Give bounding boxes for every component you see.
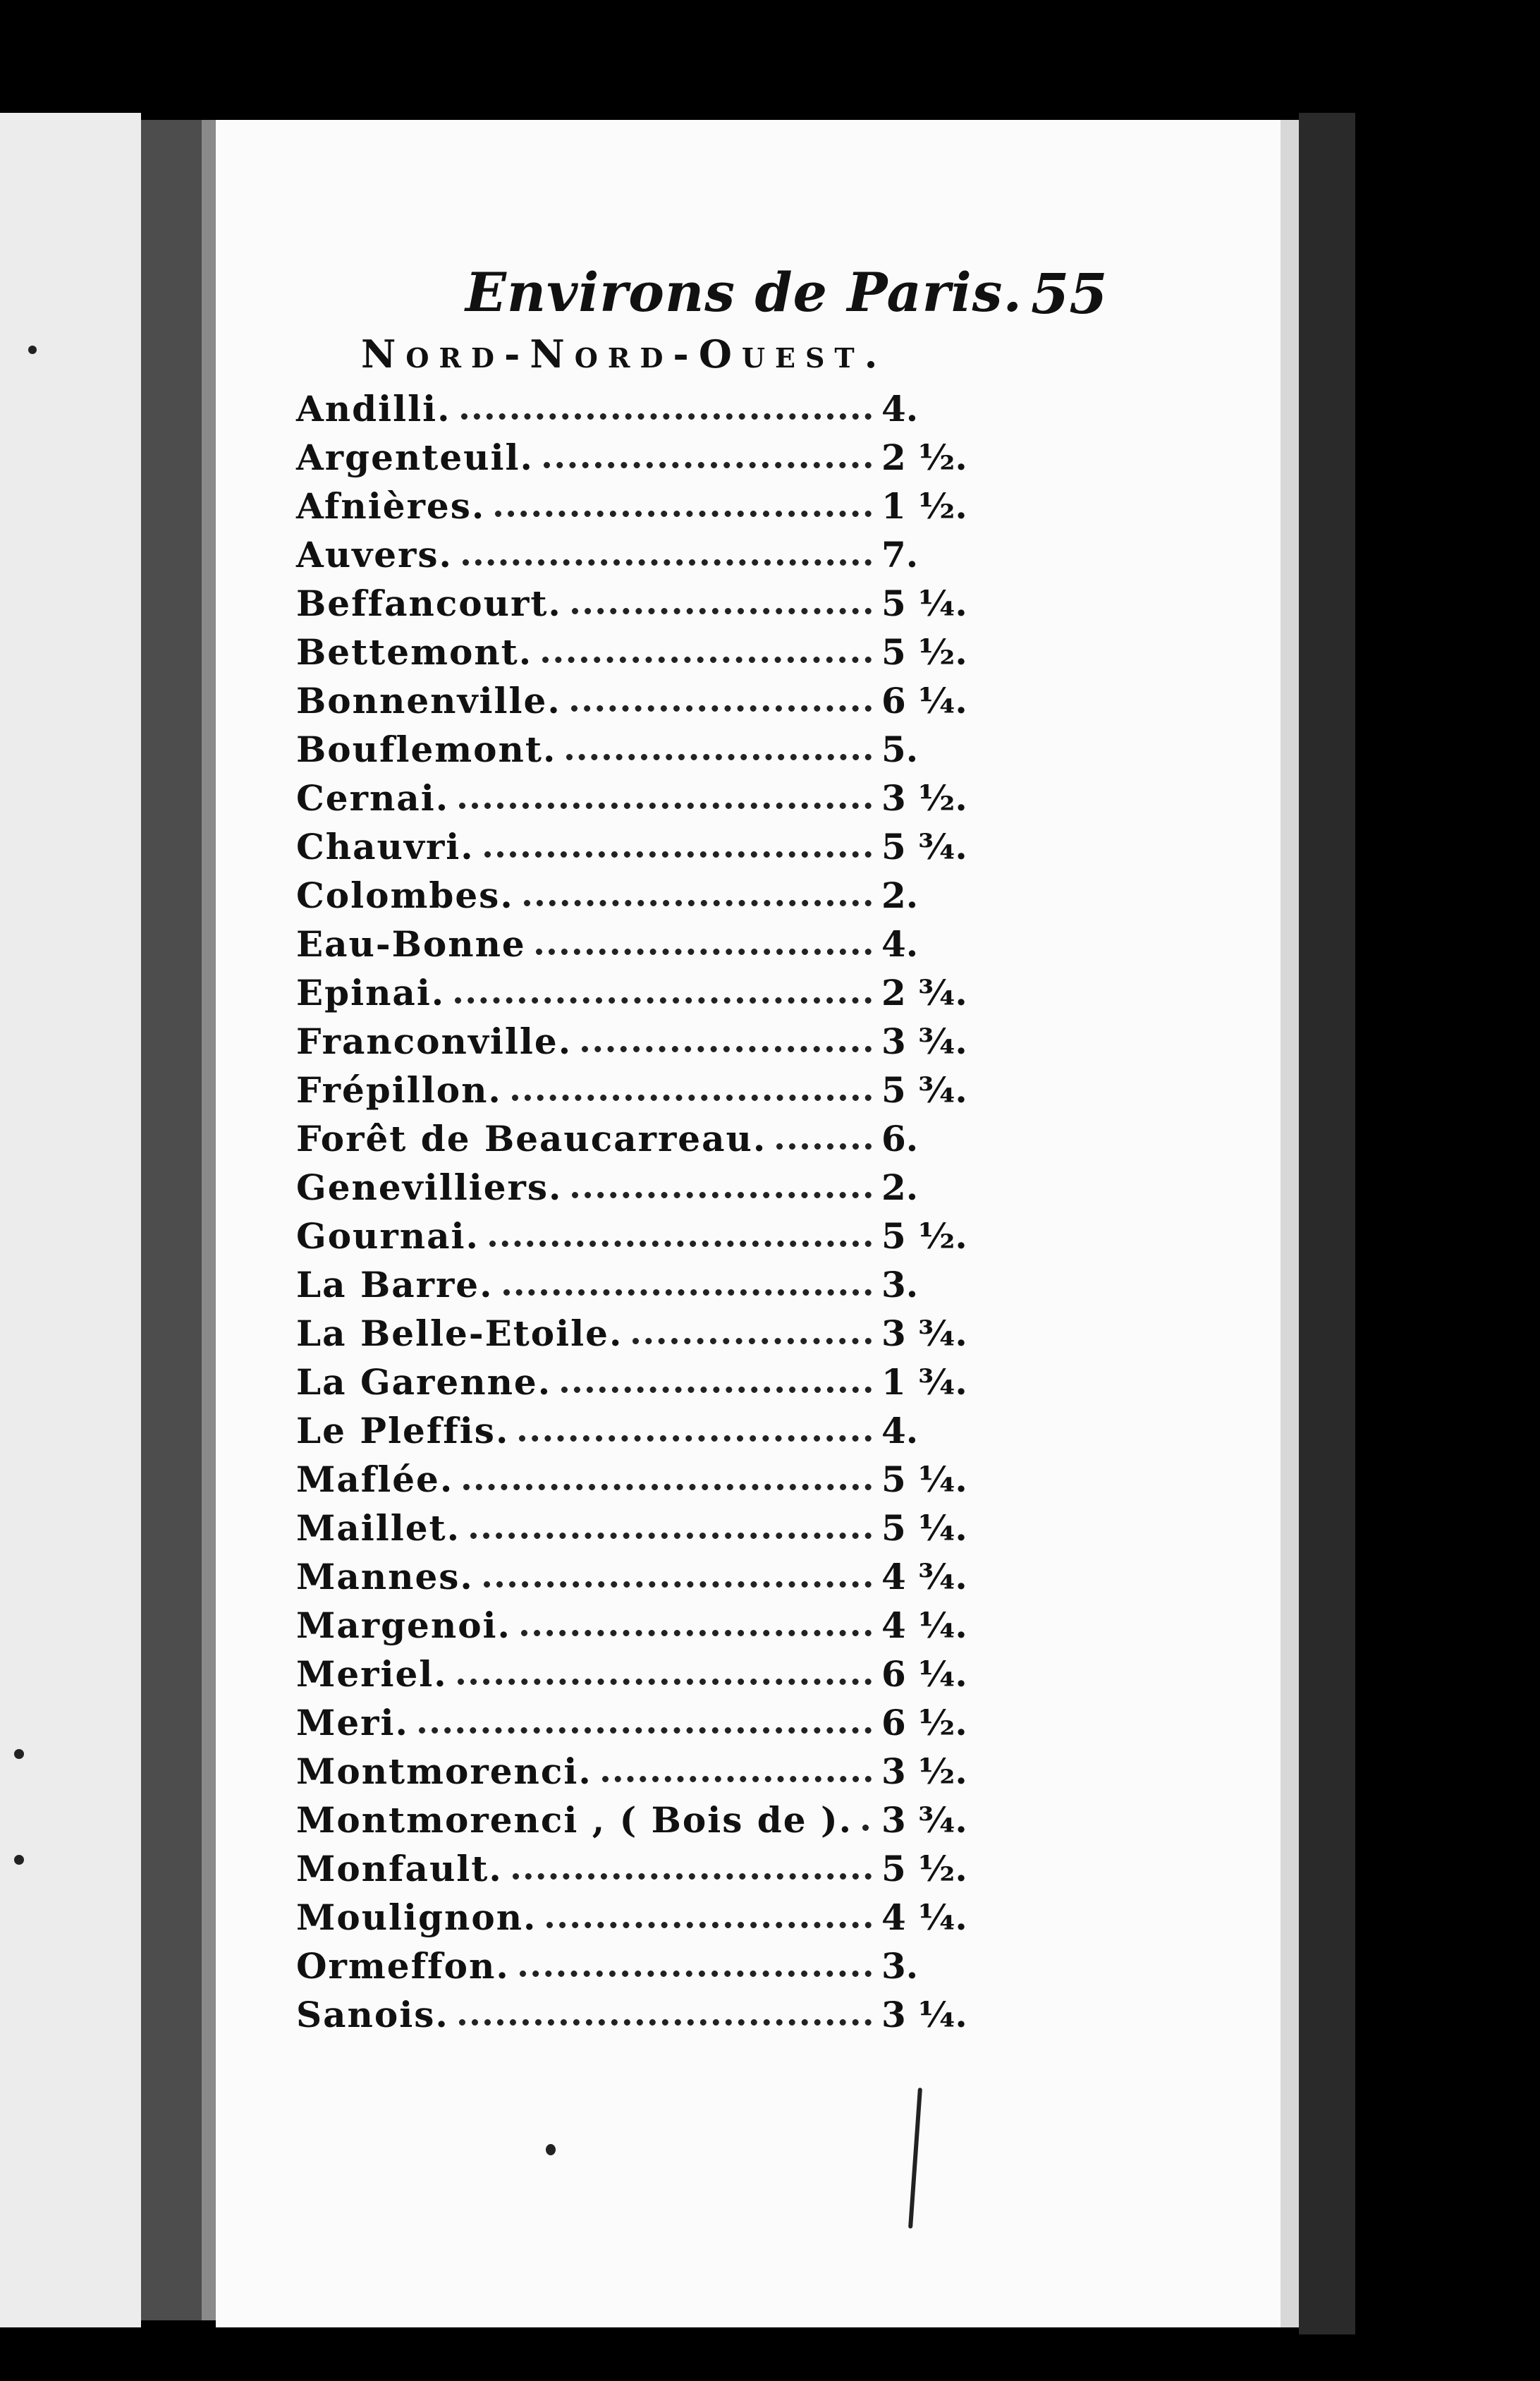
distance-value: 3 ¾.	[881, 1313, 967, 1354]
place-name: Meri.	[296, 1702, 409, 1743]
dot-leader	[463, 1484, 872, 1490]
place-name: Forêt de Beaucarreau.	[296, 1118, 767, 1159]
page-header	[0, 261, 1540, 339]
distance-value: 2 ½.	[881, 437, 967, 478]
dot-leader	[542, 657, 872, 663]
distance-value: 5 ¾.	[881, 1069, 967, 1111]
list-item	[296, 867, 973, 916]
list-item	[296, 673, 973, 721]
list-item	[296, 819, 973, 867]
list-item	[296, 1792, 973, 1841]
dot-leader	[484, 1581, 872, 1588]
distance-value: 2 ¾.	[881, 972, 967, 1013]
distance-value: 3 ½.	[881, 777, 967, 819]
distance-value: 5 ½.	[881, 631, 967, 673]
distance-value: 2.	[881, 1167, 919, 1208]
distance-value: 6 ¼.	[881, 680, 967, 721]
list-item	[296, 965, 973, 1013]
distance-value: 5 ¾.	[881, 826, 967, 867]
dot-leader	[571, 705, 872, 712]
dot-leader	[544, 462, 872, 468]
list-item	[296, 1159, 973, 1208]
place-name: Franconville.	[296, 1021, 573, 1062]
list-item	[296, 916, 973, 965]
dot-leader	[470, 1533, 872, 1539]
place-name: Beffancourt.	[296, 583, 562, 624]
list-item	[296, 1062, 973, 1111]
distance-value: 5 ½.	[881, 1848, 967, 1889]
distance-value: 4.	[881, 1410, 919, 1451]
dot-leader	[520, 1971, 872, 1977]
list-item	[296, 527, 973, 576]
place-name: Genevilliers.	[296, 1167, 563, 1208]
list-item	[296, 1841, 973, 1889]
distance-value: 4 ¼.	[881, 1896, 967, 1938]
list-item	[296, 430, 973, 478]
dot-leader	[776, 1143, 872, 1150]
distance-value: 5.	[881, 729, 919, 770]
place-name: Montmorenci , ( Bois de ).	[296, 1799, 853, 1841]
list-item	[296, 1305, 973, 1354]
running-title: Environs de Paris.	[465, 261, 1022, 324]
place-name: Eau-Bonne	[296, 923, 526, 965]
ink-speck	[28, 346, 37, 354]
place-name: Andilli.	[296, 388, 451, 430]
place-name: Le Pleffis.	[296, 1410, 510, 1451]
distance-value: 1 ½.	[881, 485, 967, 527]
place-name: Monfault.	[296, 1848, 503, 1889]
dot-leader	[519, 1435, 872, 1442]
dot-leader	[495, 511, 872, 517]
list-item	[296, 1597, 973, 1646]
distance-value: 1 ¾.	[881, 1361, 967, 1403]
list-item	[296, 1889, 973, 1938]
dot-leader	[458, 1679, 872, 1685]
list-item	[296, 1695, 973, 1743]
dot-leader	[503, 1289, 872, 1296]
dot-leader	[512, 1095, 872, 1101]
list-item	[296, 1208, 973, 1257]
dot-leader	[572, 608, 872, 614]
facing-page-edge	[0, 113, 141, 2327]
section-heading: Nord-Nord-Ouest.	[361, 331, 888, 377]
place-name: Meriel.	[296, 1653, 448, 1695]
page-edge	[1281, 120, 1299, 2327]
distance-value: 6.	[881, 1118, 919, 1159]
list-item	[296, 1403, 973, 1451]
place-name: Gournai.	[296, 1215, 479, 1257]
distance-list	[296, 381, 973, 2035]
dot-leader	[484, 851, 872, 858]
place-name: Epinai.	[296, 972, 446, 1013]
spine-gutter	[202, 120, 216, 2320]
distance-value: 3.	[881, 1264, 919, 1305]
dot-leader	[521, 1630, 872, 1636]
list-item	[296, 1257, 973, 1305]
list-item	[296, 770, 973, 819]
distance-value: 3.	[881, 1945, 919, 1987]
dot-leader	[513, 1873, 872, 1880]
dot-leader	[582, 1046, 872, 1052]
dot-leader	[524, 900, 872, 906]
ink-speck	[14, 1749, 24, 1759]
place-name: Afnières.	[296, 485, 486, 527]
dot-leader	[632, 1338, 872, 1344]
distance-value: 4 ¾.	[881, 1556, 967, 1597]
dot-leader	[489, 1241, 872, 1247]
place-name: Bouflemont.	[296, 729, 557, 770]
place-name: Ormeffon.	[296, 1945, 510, 1987]
book-spine	[141, 120, 202, 2320]
list-item	[296, 721, 973, 770]
list-item	[296, 1549, 973, 1597]
page-number: 55	[1031, 262, 1108, 327]
list-item	[296, 1938, 973, 1987]
list-item	[296, 478, 973, 527]
place-name: Colombes.	[296, 875, 514, 916]
place-name: Sanois.	[296, 1994, 449, 2035]
list-item	[296, 1451, 973, 1500]
distance-value: 4.	[881, 388, 919, 430]
place-name: Montmorenci.	[296, 1750, 592, 1792]
dot-leader	[566, 754, 872, 760]
list-item	[296, 1354, 973, 1403]
dot-leader	[561, 1387, 872, 1393]
distance-value: 5 ¼.	[881, 1459, 967, 1500]
dot-leader	[463, 559, 872, 566]
dot-leader	[572, 1192, 872, 1198]
place-name: La Barre.	[296, 1264, 494, 1305]
dot-leader	[602, 1776, 872, 1782]
distance-value: 2.	[881, 875, 919, 916]
place-name: Bettemont.	[296, 631, 533, 673]
distance-value: 6 ½.	[881, 1702, 967, 1743]
dot-leader	[862, 1825, 872, 1831]
place-name: Bonnenville.	[296, 680, 561, 721]
place-name: La Belle-Etoile.	[296, 1313, 623, 1354]
ink-speck	[546, 2144, 556, 2155]
distance-value: 3 ½.	[881, 1750, 967, 1792]
dot-leader	[455, 997, 872, 1004]
list-item	[296, 1111, 973, 1159]
place-name: Argenteuil.	[296, 437, 534, 478]
list-item	[296, 1500, 973, 1549]
place-name: La Garenne.	[296, 1361, 552, 1403]
dot-leader	[536, 949, 872, 955]
dot-leader	[459, 2019, 872, 2026]
place-name: Mannes.	[296, 1556, 474, 1597]
distance-value: 4 ¼.	[881, 1604, 967, 1646]
dot-leader	[459, 803, 872, 809]
distance-value: 3 ¼.	[881, 1994, 967, 2035]
distance-value: 5 ¼.	[881, 583, 967, 624]
distance-value: 7.	[881, 534, 919, 576]
list-item	[296, 624, 973, 673]
distance-value: 3 ¾.	[881, 1021, 967, 1062]
place-name: Chauvri.	[296, 826, 475, 867]
list-item	[296, 1743, 973, 1792]
dot-leader	[419, 1727, 872, 1734]
scan-border	[1299, 113, 1355, 2334]
place-name: Cernai.	[296, 777, 450, 819]
ink-speck	[14, 1855, 24, 1865]
place-name: Frépillon.	[296, 1069, 502, 1111]
dot-leader	[461, 413, 872, 420]
list-item	[296, 1987, 973, 2035]
distance-value: 5 ¼.	[881, 1507, 967, 1549]
dot-leader	[546, 1922, 872, 1928]
list-item	[296, 576, 973, 624]
place-name: Moulignon.	[296, 1896, 537, 1938]
place-name: Maflée.	[296, 1459, 454, 1500]
place-name: Maillet.	[296, 1507, 461, 1549]
distance-value: 5 ½.	[881, 1215, 967, 1257]
distance-value: 3 ¾.	[881, 1799, 967, 1841]
distance-value: 4.	[881, 923, 919, 965]
list-item	[296, 1646, 973, 1695]
place-name: Margenoi.	[296, 1604, 511, 1646]
list-item	[296, 381, 973, 430]
place-name: Auvers.	[296, 534, 453, 576]
distance-value: 6 ¼.	[881, 1653, 967, 1695]
list-item	[296, 1013, 973, 1062]
